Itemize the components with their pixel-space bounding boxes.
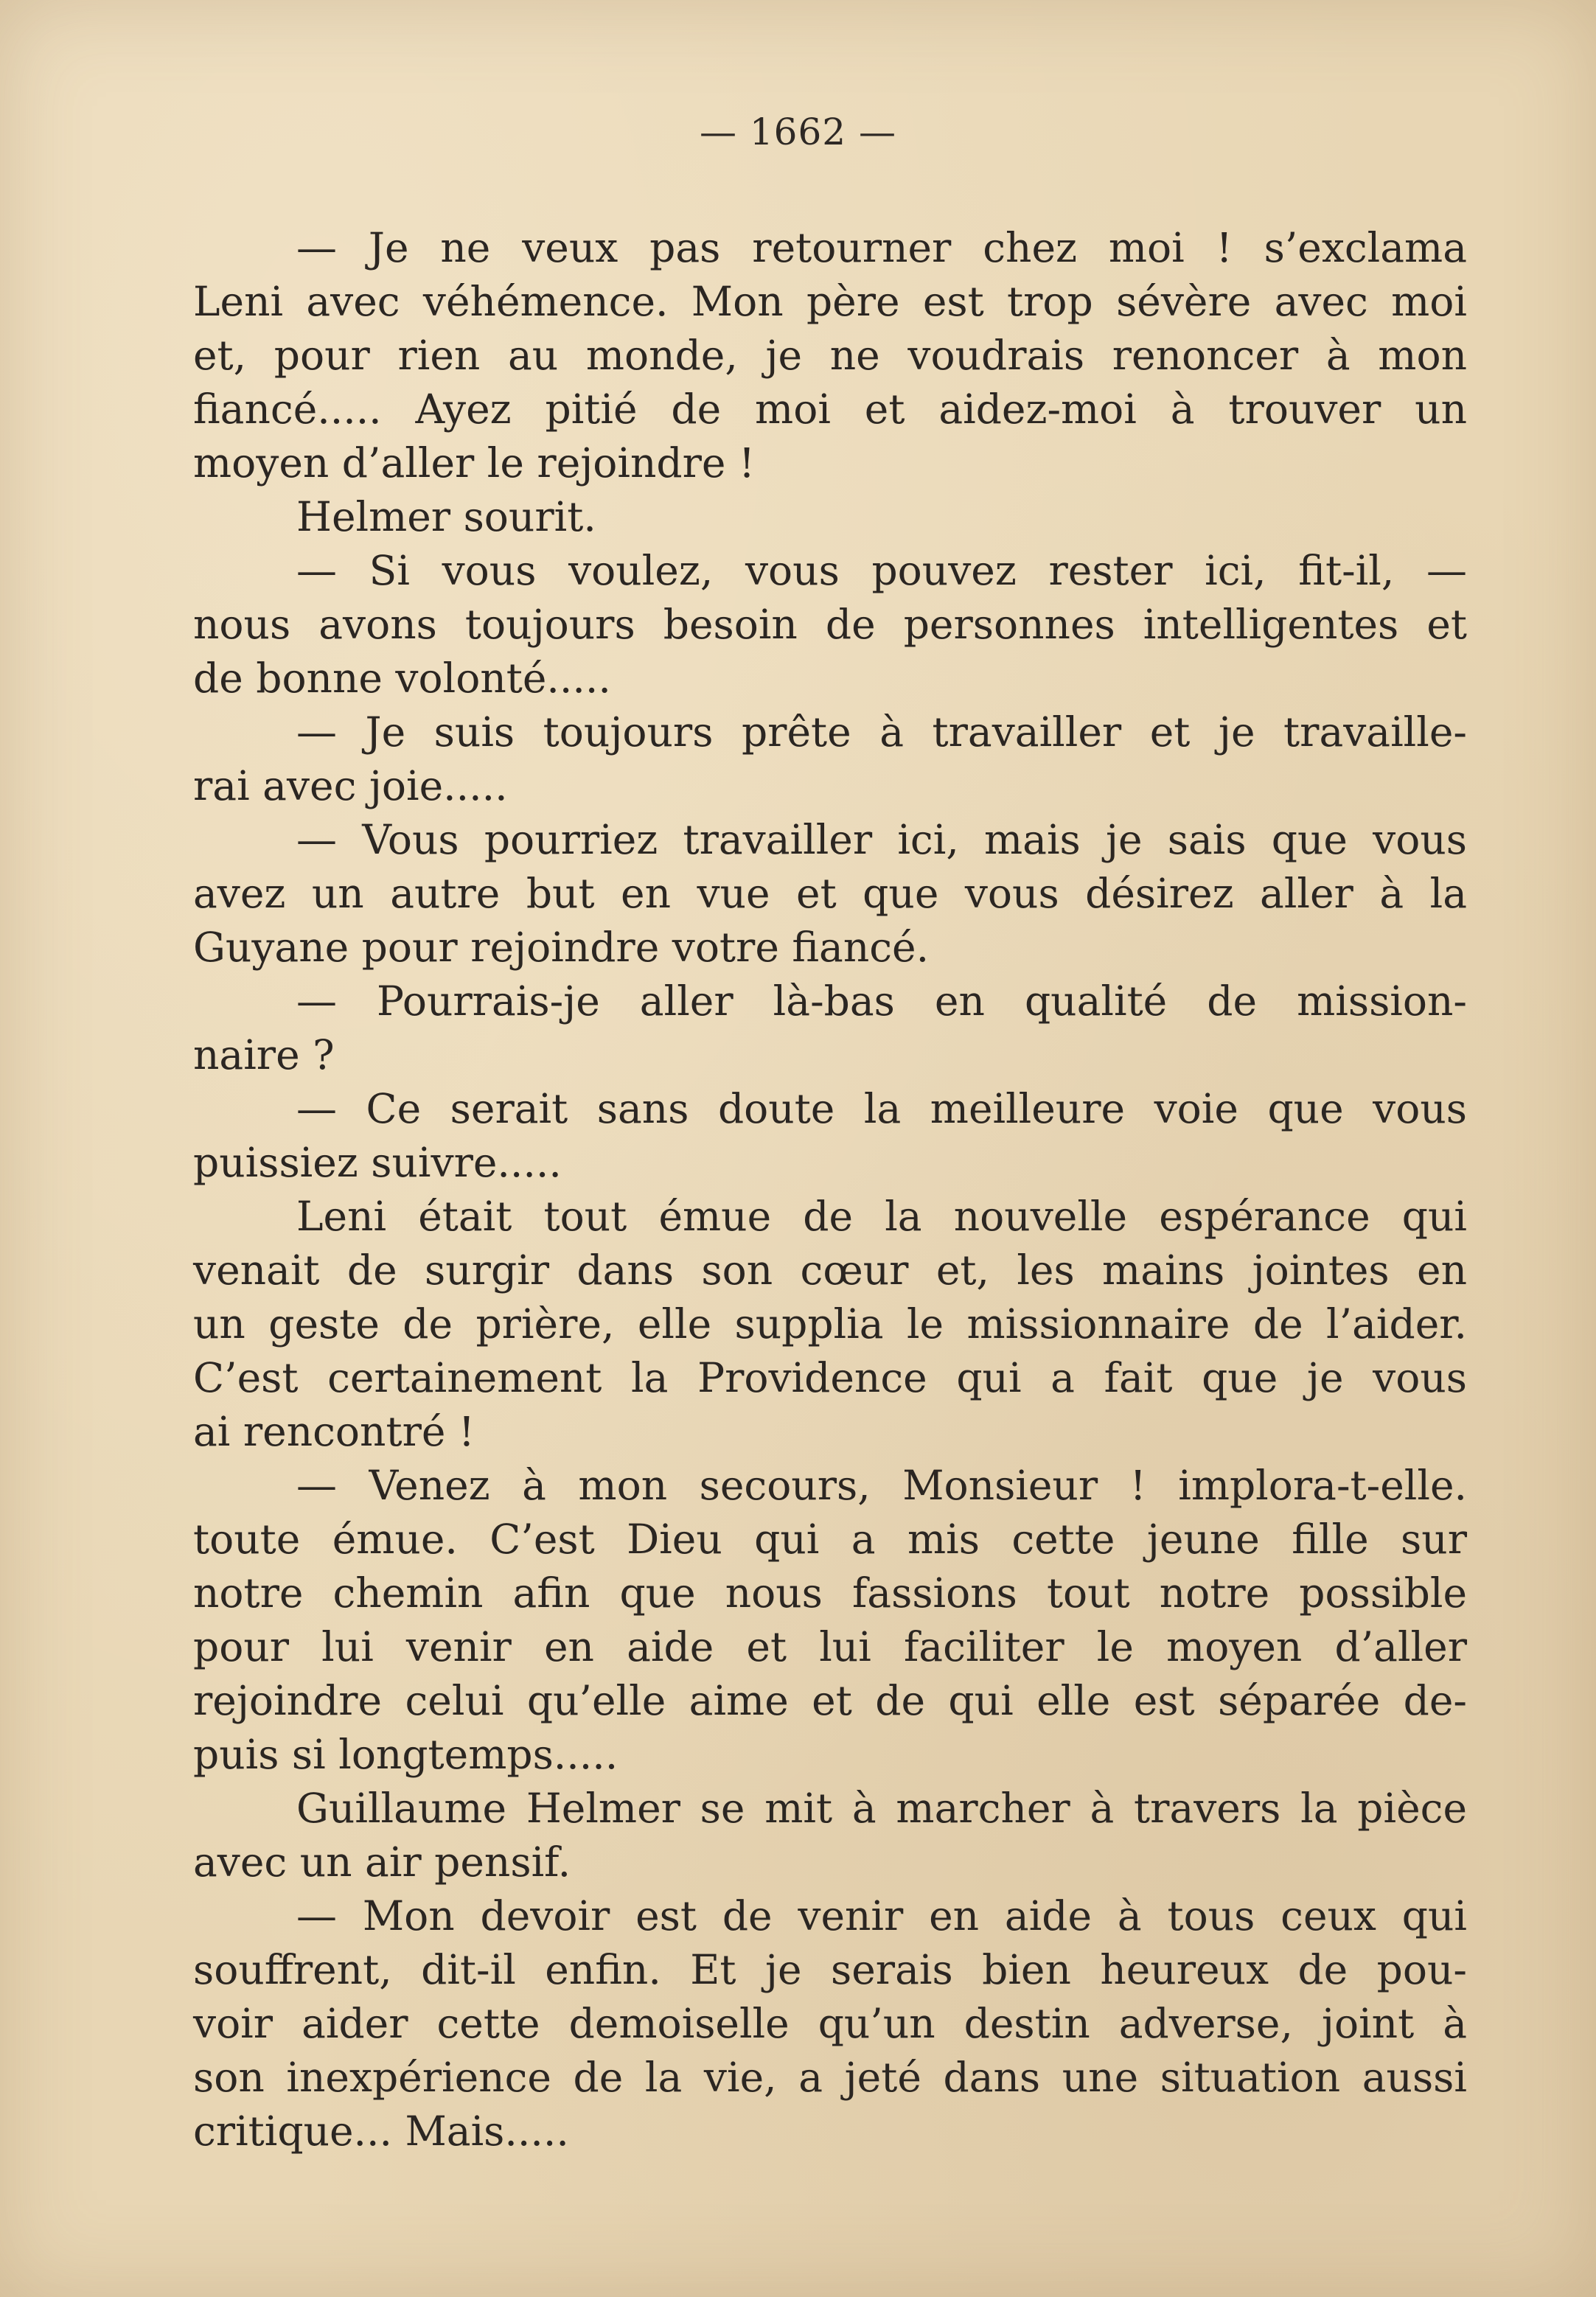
text-line: son inexpérience de la vie, a jeté dans une situation aussi [193, 2054, 1467, 2101]
text-line: rejoindre celui qu’elle aime et de qui elle est séparée de- [193, 1677, 1467, 1724]
text-line: critique... Mais..... [193, 2108, 569, 2155]
text-line: Helmer sourit. [296, 493, 596, 540]
text-line: moyen d’aller le rejoindre ! [193, 439, 756, 487]
text-line: puissiez suivre..... [193, 1139, 562, 1186]
text-line: avec un air pensif. [193, 1838, 571, 1886]
text-line: venait de surgir dans son cœur et, les mains jointes en [193, 1247, 1467, 1294]
text-line: — Ce serait sans doute la meilleure voie que vous [296, 1085, 1467, 1132]
text-line: — Mon devoir est de venir en aide à tous ceux qui [296, 1892, 1467, 1939]
text-line: et, pour rien au monde, je ne voudrais renoncer à mon [193, 332, 1467, 379]
text-line: — Je suis toujours prête à travailler et je travaille- [296, 708, 1467, 756]
text-line: C’est certainement la Providence qui a fait que je vous [193, 1354, 1467, 1401]
text-line: — Vous pourriez travailler ici, mais je sais que vous [296, 816, 1467, 863]
text-line: — Si vous voulez, vous pouvez rester ici, fit-il, — [296, 547, 1467, 594]
text-line: pour lui venir en aide et lui faciliter le moyen d’aller [193, 1623, 1467, 1670]
text-line: voir aider cette demoiselle qu’un destin adverse, joint à [193, 2000, 1467, 2047]
text-line: nous avons toujours besoin de personnes intelligentes et [193, 601, 1467, 648]
text-line: un geste de prière, elle supplia le missionnaire de l’aider. [193, 1300, 1467, 1348]
body-text [193, 221, 1467, 2158]
text-line: fiancé..... Ayez pitié de moi et aidez-moi à trouver un [193, 386, 1467, 433]
text-line: souffrent, dit-il enfin. Et je serais bien heureux de pou- [193, 1946, 1467, 1993]
text-line: avez un autre but en vue et que vous désirez aller à la [193, 870, 1467, 917]
text-line: Guillaume Helmer se mit à marcher à travers la pièce [296, 1785, 1467, 1832]
text-line: notre chemin afin que nous fassions tout notre possible [193, 1569, 1467, 1617]
text-line: Leni avec véhémence. Mon père est trop sévère avec moi [193, 278, 1467, 325]
text-line: — Pourrais-je aller là-bas en qualité de mission- [296, 977, 1467, 1025]
text-line: Guyane pour rejoindre votre fiancé. [193, 924, 930, 971]
text-line: — Venez à mon secours, Monsieur ! implora-t-elle. [296, 1462, 1467, 1509]
text-line: — Je ne veux pas retourner chez moi ! s’exclama [296, 224, 1467, 271]
text-line: Leni était tout émue de la nouvelle espérance qui [296, 1193, 1467, 1240]
page-number: — 1662 — [699, 111, 897, 153]
text-line: toute émue. C’est Dieu qui a mis cette jeune fille sur [193, 1516, 1467, 1563]
text-line: puis si longtemps..... [193, 1731, 618, 1778]
text-line: naire ? [193, 1031, 335, 1078]
text-line: rai avec joie..... [193, 762, 508, 809]
text-line: de bonne volonté..... [193, 655, 611, 702]
text-line: ai rencontré ! [193, 1408, 475, 1455]
